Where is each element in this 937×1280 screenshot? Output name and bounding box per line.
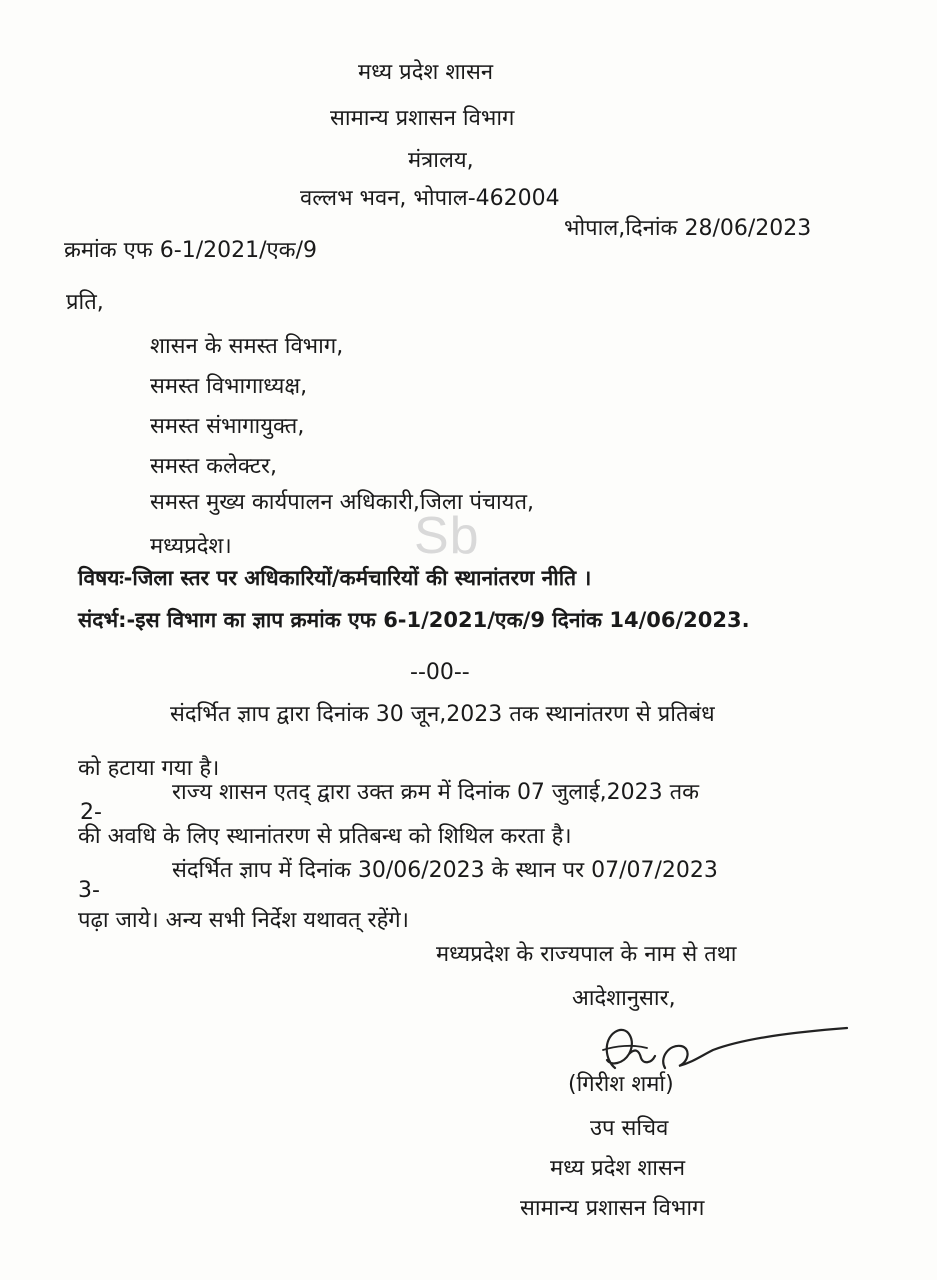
subject-line: विषयः-जिला स्तर पर अधिकारियों/कर्मचारियों की स्थानांतरण नीति । [78,566,592,590]
header-line-1: मध्य प्रदेश शासन [358,60,494,85]
recipient-5: समस्त मुख्य कार्यपालन अधिकारी,जिला पंचायत, [150,490,534,515]
place-date: भोपाल,दिनांक 28/06/2023 [564,216,812,241]
para2-line1: राज्य शासन एतद् द्वारा उक्त क्रम में दिनांक 07 जुलाई,2023 तक [172,780,700,805]
header-line-3: मंत्रालय, [408,148,474,173]
recipient-3: समस्त संभागायुक्त, [150,414,305,439]
para3-number: 3- [78,878,100,903]
para3-line1: संदर्भित ज्ञाप में दिनांक 30/06/2023 के स्थान पर 07/07/2023 [172,858,718,883]
to-label: प्रति, [66,290,104,315]
para1-line2: को हटाया गया है। [78,756,220,781]
para1-line1: संदर्भित ज्ञाप द्वारा दिनांक 30 जून,2023 तक स्थानांतरण से प्रतिबंध [170,702,715,727]
recipient-2: समस्त विभागाध्यक्ष, [150,374,308,399]
para3-line2: पढ़ा जाये। अन्य सभी निर्देश यथावत् रहेंगे। [78,908,409,933]
para2-number: 2- [80,800,102,825]
header-line-2: सामान्य प्रशासन विभाग [330,106,515,131]
para2-line2: की अवधि के लिए स्थानांतरण से प्रतिबन्ध को शिथिल करता है। [78,824,572,849]
signatory-name: (गिरीश शर्मा) [568,1072,674,1097]
recipient-4: समस्त कलेक्टर, [150,454,278,479]
separator: --00-- [410,660,470,685]
closing-line-1: मध्यप्रदेश के राज्यपाल के नाम से तथा [436,942,737,967]
reference-line: संदर्भ:-इस विभाग का ज्ञाप क्रमांक एफ 6-1/2021/एक/9 दिनांक 14/06/2023. [78,608,750,632]
recipient-6: मध्यप्रदेश। [150,534,232,559]
signatory-org-1: मध्य प्रदेश शासन [550,1156,686,1181]
closing-line-2: आदेशानुसार, [572,986,676,1011]
watermark: Sb [414,507,480,565]
header-line-4: वल्लभ भवन, भोपाल-462004 [300,186,560,211]
signatory-designation: उप सचिव [590,1116,669,1141]
signatory-org-2: सामान्य प्रशासन विभाग [520,1196,705,1221]
recipient-1: शासन के समस्त विभाग, [150,334,344,359]
reference-number: क्रमांक एफ 6-1/2021/एक/9 [64,238,317,263]
